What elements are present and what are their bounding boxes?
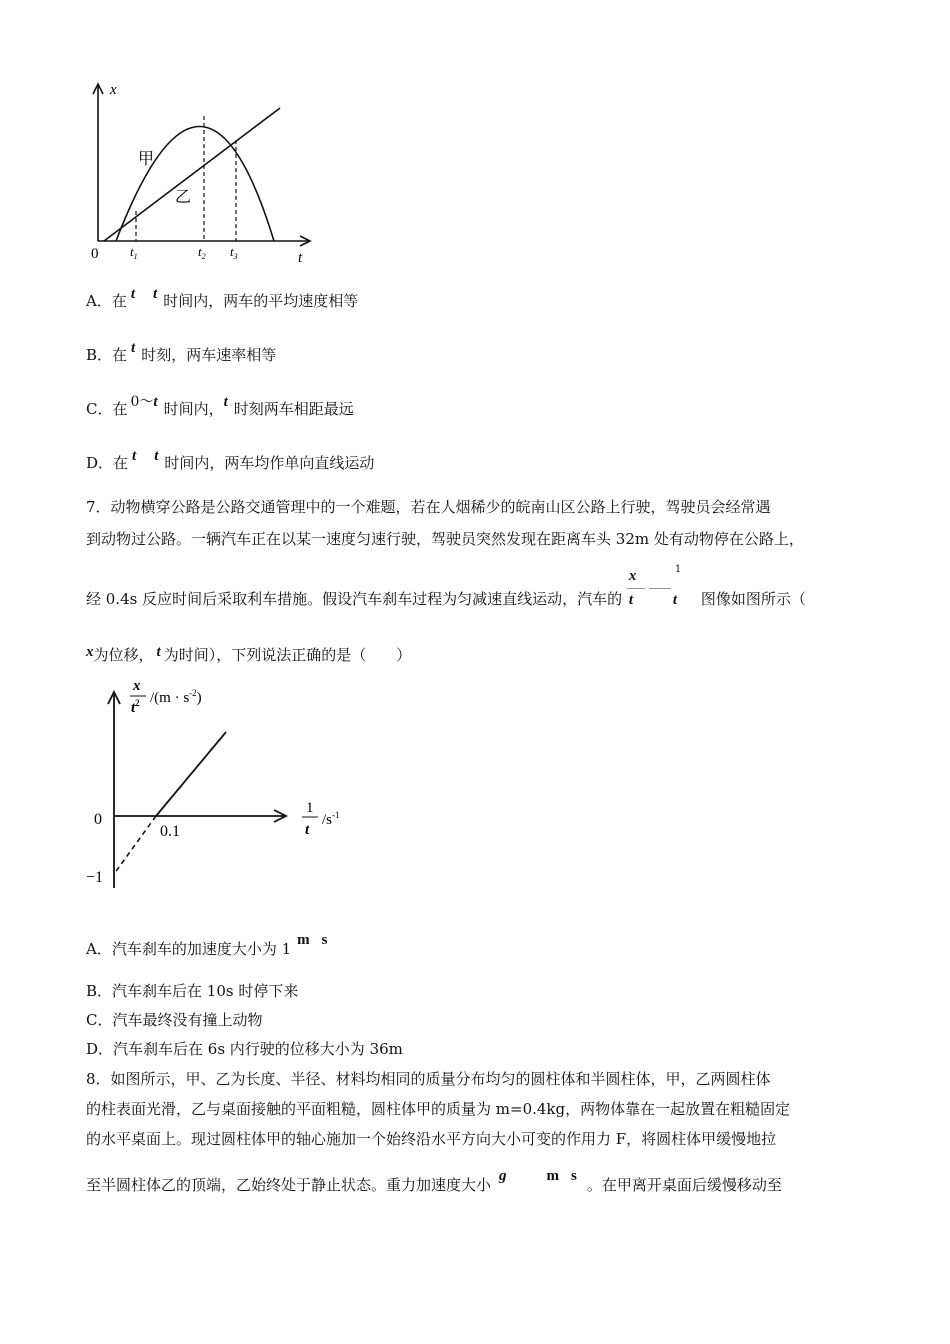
- q7-line-2: 到动物过公路。一辆汽车正在以某一速度匀速行驶，驾驶员突然发现在距离车头 32m 处有动物停在公路上，: [86, 530, 804, 548]
- origin-label: 0: [94, 811, 102, 828]
- q6-option-b: [86, 340, 277, 365]
- q8-unit-m: m: [546, 1168, 560, 1184]
- y-label-den: $t^2$: [131, 698, 140, 716]
- q7-option-c: C．汽车最终没有撞上动物: [86, 1011, 263, 1029]
- q6-d-text: 时间内，两车均作单向直线运动: [164, 454, 375, 472]
- q7-frac-den: t: [628, 592, 634, 608]
- q7-a-text: A．汽车刹车的加速度大小为 1: [86, 940, 292, 958]
- q6-option-d: [86, 448, 375, 473]
- figure-xt-graph: [80, 78, 330, 268]
- q7-line-4-t: t: [156, 644, 161, 660]
- q6-a-math-2: t: [153, 286, 158, 302]
- q7-line-4b: 为时间），下列说法正确的是（ ）: [163, 646, 412, 664]
- tick-t3: $t_3$: [230, 244, 238, 261]
- q6-a-letter: A．在: [86, 292, 127, 310]
- tick-y-minus-1: −1: [86, 869, 104, 886]
- y-label-unit: $/(m \cdot s^{-2})$: [150, 688, 202, 706]
- q6-c-letter: C．在: [86, 400, 128, 418]
- q8-line-4: [86, 1168, 782, 1195]
- q7-a-unit-s: s: [321, 932, 328, 948]
- q6-d-math-2: t: [154, 448, 159, 464]
- q8-line-2: 的柱表面光滑，乙与桌面接触的平面粗糙，圆柱体甲的质量为 m=0.4kg，两物体靠在一起放置在粗糙固定: [86, 1100, 791, 1118]
- q6-option-a: [86, 286, 359, 311]
- q6-c-mid: 时间内，: [163, 400, 224, 418]
- q7-line-1: 7．动物横穿公路是公路交通管理中的一个难题，若在人烟稀少的皖南山区公路上行驶，驾驶员会经常遇: [86, 498, 771, 516]
- tick-t2: $t_2$: [198, 244, 206, 261]
- q6-a-text: 时间内，两车的平均速度相等: [163, 292, 359, 310]
- x-label-num: 1: [306, 800, 314, 816]
- tick-t1: $t_1$: [130, 244, 138, 261]
- q7-option-d: D．汽车刹车后在 6s 内行驶的位移大小为 36m: [86, 1040, 403, 1058]
- x-label-unit: $/s^{-1}$: [322, 810, 340, 828]
- q6-c-math-1: t: [153, 394, 158, 410]
- q8-g: g: [499, 1168, 507, 1184]
- q7-a-unit-m: m: [297, 932, 310, 948]
- q7-frac-sup: 1: [674, 564, 682, 575]
- q6-a-math-1: t: [130, 286, 136, 302]
- q7-frac-num: x: [628, 568, 637, 584]
- axis-label-t: t: [298, 250, 303, 266]
- q7-option-a: [86, 932, 328, 959]
- q6-b-text: 时刻，两车速率相等: [141, 346, 277, 364]
- q6-b-letter: B．在: [86, 346, 128, 364]
- q6-c-math-0: 0～: [130, 394, 154, 410]
- label-jia: 甲: [138, 151, 155, 168]
- q8-line-4a: 至半圆柱体乙的顶端，乙始终处于静止状态。重力加速度大小: [86, 1176, 492, 1194]
- y-label-num: x: [133, 678, 141, 694]
- tick-x-0-1: 0.1: [160, 823, 180, 840]
- q7-fraction: [627, 564, 699, 608]
- solid-line: [156, 732, 226, 816]
- axis-label-x: x: [110, 82, 117, 98]
- q8-line-1: 8．如图所示，甲、乙为长度、半径、材料均相同的质量分布均匀的圆柱体和半圆柱体，甲，乙两圆柱体: [86, 1070, 771, 1088]
- q7-frac-t: t: [672, 592, 678, 608]
- q7-line-3: [86, 564, 806, 609]
- q8-line-4b: 。在甲离开桌面后缓慢移动至: [586, 1176, 782, 1194]
- q7-frac-bar: [627, 588, 645, 589]
- q7-line-4a: 为位移，: [93, 646, 154, 664]
- q7-frac-bar-2: [649, 588, 671, 589]
- q7-line-4-x: x: [86, 644, 94, 660]
- q6-d-math-1: t: [132, 448, 137, 464]
- origin-label: 0: [91, 246, 99, 262]
- q7-line-3a: 经 0.4s 反应时间后采取利车措施。假设汽车刹车过程为匀减速直线运动，汽车的: [86, 590, 623, 608]
- q8-line-3: 的水平桌面上。现过圆柱体甲的轴心施加一个始终沿水平方向大小可变的作用力 F，将圆柱体甲缓慢地拉: [86, 1130, 777, 1148]
- x-label-den: t: [305, 822, 310, 838]
- curve-jia: [116, 127, 274, 242]
- q6-option-c: [86, 394, 354, 419]
- q7-option-b: B．汽车刹车后在 10s 时停下来: [86, 982, 299, 1000]
- q8-unit-s: s: [571, 1168, 577, 1184]
- q6-c-text: 时刻两车相距最远: [233, 400, 354, 418]
- q6-b-math-1: t: [131, 340, 136, 356]
- figure-x-over-t2-graph: [84, 676, 374, 894]
- dashed-extension: [114, 816, 156, 874]
- q6-d-letter: D．在: [86, 454, 129, 472]
- q7-line-4: [86, 644, 411, 665]
- label-yi: 乙: [175, 189, 192, 206]
- q7-line-3b: 图像如图所示（: [700, 590, 806, 608]
- q6-c-math-2: t: [223, 394, 228, 410]
